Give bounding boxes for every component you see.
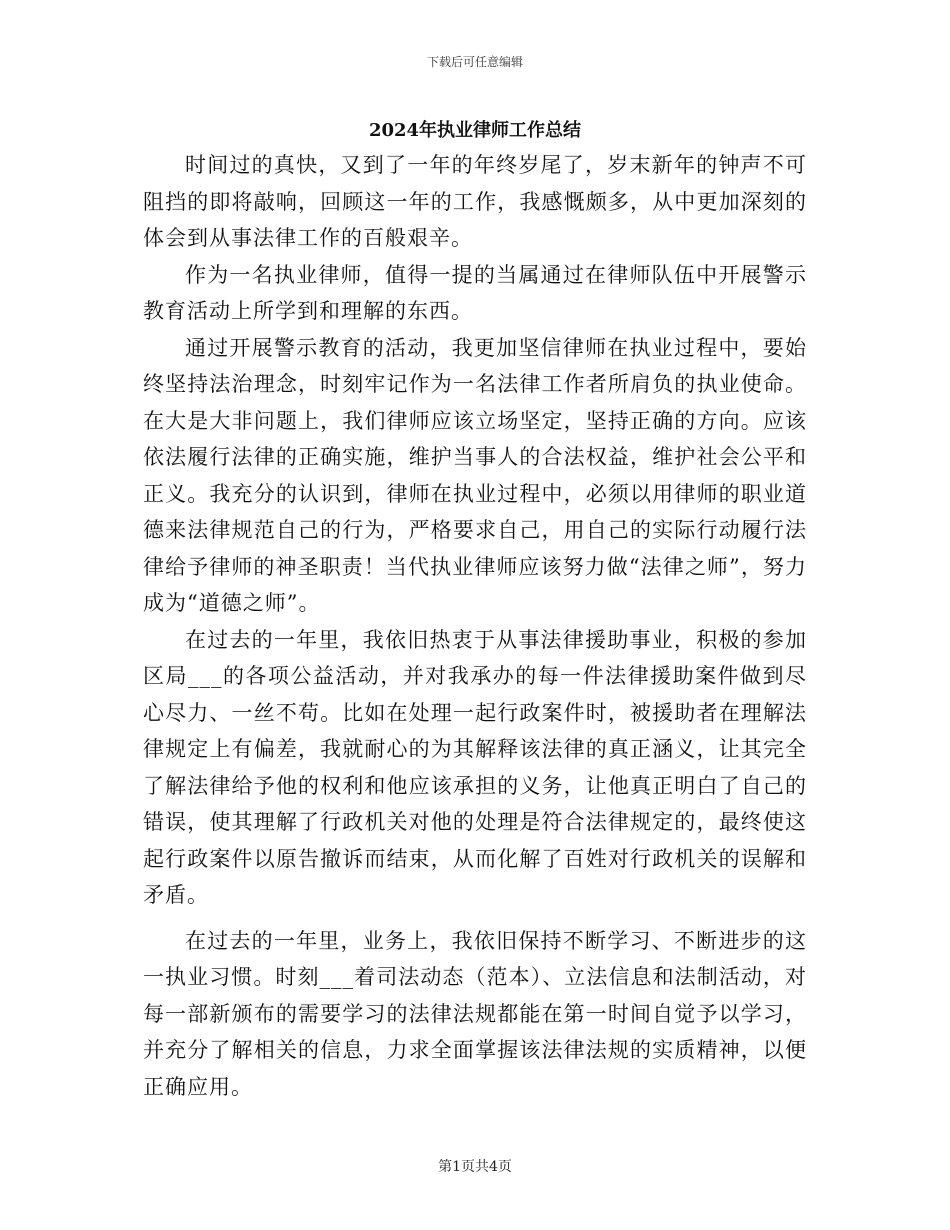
paragraph-2: 作为一名执业律师，值得一提的当属通过在律师队伍中开展警示教育活动上所学到和理解的东西。 — [143, 262, 807, 323]
document-body — [143, 147, 807, 1105]
page-header: 下载后可任意编辑 — [426, 55, 523, 69]
paragraph-3: 通过开展警示教育的活动，我更加坚信律师在执业过程中，要始终坚持法治理念，时刻牢记作为一名法律工作者所肩负的执业使命。在大是大非问题上，我们律师应该立场坚定，坚持正确的方向。应该依法履行法律的正确实施，维护当事人的合法权益，维护社会公平和正义。我充分的认识到，律师在执业过程中，必须以用律师的职业道德来法律规范自己的行为，严格要求自己，用自己的实际行动履行法律给予律师的神圣职责！当代执业律师应该努力做“法律之师”，努力成为“道德之师”。 — [143, 335, 807, 615]
paragraph-4: 在过去的一年里，我依旧热衷于从事法律援助事业，积极的参加区局___的各项公益活动，并对我承办的每一件法律援助案件做到尽心尽力、一丝不苟。比如在处理一起行政案件时，被援助者在理解法律规定上有偏差，我就耐心的为其解释该法律的真正涵义，让其完全了解法律给予他的权利和他应该承担的义务，让他真正明白了自己的错误，使其理解了行政机关对他的处理是符合法律规定的，最终使这起行政案件以原告撤诉而结束，从而化解了百姓对行政机关的误解和矛盾。 — [143, 627, 807, 907]
page-footer: 第1页共4页 — [438, 1159, 512, 1175]
document-title: 2024年执业律师工作总结 — [368, 120, 582, 141]
paragraph-1: 时间过的真快，又到了一年的年终岁尾了，岁末新年的钟声不可阻挡的即将敲响，回顾这一年的工作，我感慨颇多，从中更加深刻的体会到从事法律工作的百般艰辛。 — [143, 153, 807, 250]
paragraph-5: 在过去的一年里，业务上，我依旧保持不断学习、不断进步的这一执业习惯。时刻___着司法动态（范本）、立法信息和法制活动，对每一部新颁布的需要学习的法律法规都能在第一时间自觉予以学习，并充分了解相关的信息，力求全面掌握该法律法规的实质精神，以便正确应用。 — [143, 928, 807, 1099]
